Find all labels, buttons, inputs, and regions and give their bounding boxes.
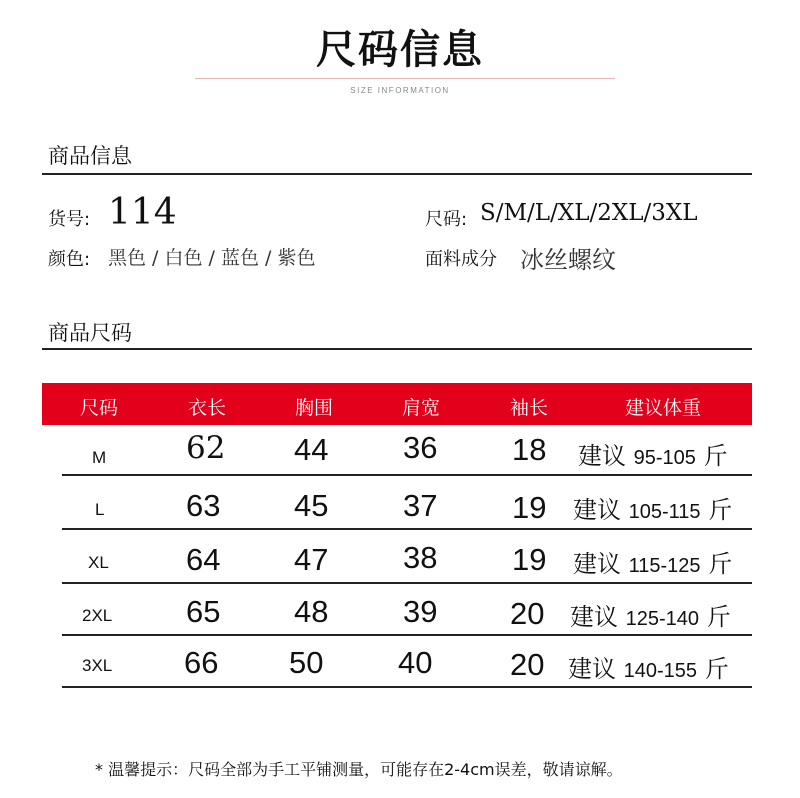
weight-prefix: 建议: [573, 496, 621, 524]
weight-prefix: 建议: [568, 655, 616, 683]
table-cell-sleeve: 18: [512, 432, 547, 467]
table-cell-shoulder: 39: [403, 594, 438, 629]
table-cell-shoulder: 40: [398, 645, 433, 680]
table-cell-weight: [568, 649, 729, 684]
table-cell-shoulder: 36: [403, 430, 438, 465]
table-cell-size: L: [95, 500, 105, 519]
table-cell-shoulder: 37: [403, 488, 438, 523]
page-subtitle: SIZE INFORMATION: [350, 86, 450, 95]
table-cell-sleeve: 20: [510, 647, 545, 682]
fabric-value: 冰丝螺纹: [520, 246, 616, 274]
table-cell-length: 65: [186, 594, 221, 629]
weight-range: 140-155: [623, 660, 698, 682]
color-label: 颜色:: [48, 249, 91, 270]
color-options-value: 黑色 / 白色 / 蓝色 / 紫色: [108, 247, 316, 269]
table-cell-size: 2XL: [82, 606, 113, 625]
size-label: 尺码:: [425, 209, 468, 230]
table-cell-chest: 48: [294, 594, 329, 629]
weight-unit: 斤: [708, 496, 733, 524]
product-info-divider: [42, 173, 752, 175]
fabric-label: 面料成分: [425, 249, 497, 270]
weight-range: 95-105: [633, 447, 696, 469]
table-cell-chest: 44: [294, 432, 329, 467]
weight-unit: 斤: [704, 655, 729, 683]
table-cell-weight: [570, 597, 731, 632]
table-cell-weight: [573, 490, 732, 525]
col-header-length: 衣长: [188, 397, 227, 419]
measurement-note: * 温馨提示：尺码全部为手工平铺测量，可能存在2-4cm误差，敬请谅解。: [95, 760, 623, 779]
row-divider: [62, 582, 752, 584]
table-cell-length: 62: [186, 430, 226, 466]
row-divider: [62, 634, 752, 636]
table-cell-weight: [578, 436, 728, 471]
item-no-value: 114: [108, 192, 177, 233]
col-header-weight: 建议体重: [625, 397, 702, 419]
table-cell-length: 63: [186, 488, 221, 523]
size-chart-heading: 商品尺码: [48, 321, 132, 345]
table-cell-shoulder: 38: [403, 540, 438, 575]
size-chart-divider: [42, 348, 752, 350]
table-cell-chest: 50: [289, 645, 324, 680]
row-divider: [62, 528, 752, 530]
weight-prefix: 建议: [573, 550, 621, 578]
title-divider: [195, 78, 615, 79]
table-cell-sleeve: 20: [510, 596, 545, 631]
table-cell-size: M: [92, 448, 107, 467]
table-cell-length: 66: [184, 645, 219, 680]
weight-unit: 斤: [703, 442, 728, 470]
weight-prefix: 建议: [570, 603, 618, 631]
product-info-heading: 商品信息: [48, 144, 132, 168]
col-header-sleeve: 袖长: [510, 397, 549, 419]
item-no-label: 货号:: [48, 209, 91, 230]
row-divider: [62, 474, 752, 476]
weight-range: 115-125: [628, 555, 701, 577]
weight-unit: 斤: [708, 550, 733, 578]
table-cell-size: 3XL: [82, 656, 113, 675]
page-title: 尺码信息: [316, 27, 484, 73]
weight-range: 125-140: [625, 608, 700, 630]
col-header-size: 尺码: [80, 397, 119, 419]
table-cell-sleeve: 19: [512, 490, 547, 525]
table-cell-weight: [573, 544, 732, 579]
row-divider: [62, 686, 752, 688]
col-header-shoulder: 肩宽: [402, 397, 441, 419]
weight-unit: 斤: [706, 603, 731, 631]
table-cell-sleeve: 19: [512, 542, 547, 577]
col-header-chest: 胸围: [295, 397, 334, 419]
weight-range: 105-115: [628, 501, 701, 523]
table-cell-chest: 47: [294, 542, 329, 577]
table-cell-length: 64: [186, 542, 221, 577]
table-cell-size: XL: [88, 553, 109, 572]
size-options-value: S/M/L/XL/2XL/3XL: [480, 200, 698, 226]
weight-prefix: 建议: [578, 442, 626, 470]
table-cell-chest: 45: [294, 488, 329, 523]
